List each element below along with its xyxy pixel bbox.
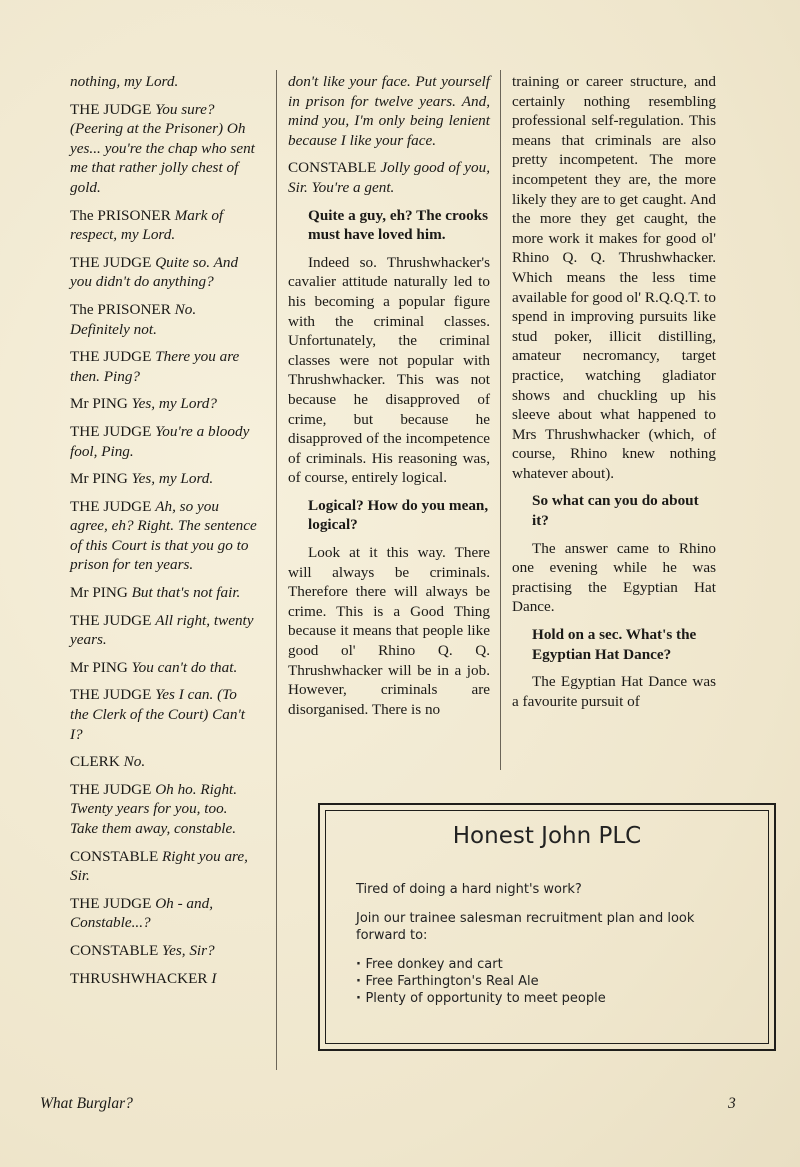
question-heading: Quite a guy, eh? The crooks must have loved him. [308,206,489,244]
question-heading: So what can you do about it? [532,492,699,530]
dialogue-line [70,780,258,839]
speaker: The PRISONER [70,206,171,224]
line-text: You're a bloody fool, Ping. [70,422,250,460]
dialogue-line [288,158,490,197]
paragraph: Look at it this way. There will always be criminals. Therefore there will always be crime. This is a Good Thing because it means that people like good ol' Rhino Q. Q. Thrushwhacker will be in a job. However, criminals are disorganised. There is no [288,544,490,718]
dialogue-line [70,894,258,933]
speaker: CONSTABLE [70,847,159,865]
dialogue-line [70,206,258,245]
line-text: All right, twenty years. [70,611,254,649]
advertisement-title: Honest John PLC [452,823,642,849]
advertisement-inner-border [325,810,769,1044]
dialogue-line [70,469,258,489]
line-text: There you are then. Ping? [70,348,240,385]
column-divider [500,70,501,770]
speaker: Mr PING [70,584,128,602]
line-text: But that's not fair. [131,584,241,602]
speaker: Mr PING [70,395,128,413]
speaker: CONSTABLE [70,941,159,959]
line-text: Oh - and, Constable...? [70,894,214,932]
line-text: Yes, my Lord? [131,395,217,413]
line-text: nothing, my Lord. [70,73,179,90]
advertisement-box [318,803,776,1051]
dialogue-column [70,72,258,996]
speaker: Mr PING [70,658,128,676]
question-heading: Hold on a sec. What's the Egyptian Hat Dance? [532,626,697,663]
dialogue-line [70,394,258,414]
speaker: THE JUDGE [70,497,152,515]
paragraph: The answer came to Rhino one evening while he was practising the Egyptian Hat Dance. [512,539,716,616]
line-text: Right you are, Sir. [70,847,248,885]
dialogue-continuation: don't like your face. Put yourself in prison for twelve years. And, mind you, I'm only being lenient because I like your face. [288,73,490,149]
line-text: No. [123,753,146,771]
line-text: Mark of respect, my Lord. [70,206,224,244]
paragraph: The Egyptian Hat Dance was a favourite pursuit of [512,673,716,710]
line-text: I [211,969,217,987]
dialogue-line [70,658,258,678]
dialogue-line [70,583,258,603]
dialogue-line [70,422,258,461]
speaker: THE JUDGE [70,780,152,798]
dialogue-line [70,253,258,292]
article-column-2 [288,72,490,727]
speaker: The PRISONER [70,300,171,318]
speaker: THE JUDGE [70,894,152,912]
column-divider [276,70,277,1070]
advertisement-list-item: · Free donkey and cart [356,956,736,973]
dialogue-line [70,611,258,650]
article-column-3 [512,72,716,719]
speaker: CLERK [70,753,120,771]
advertisement-body [356,881,736,1007]
line-text: Oh ho. Right. Twenty years for you, too. Take them away, constable. [70,780,238,837]
speaker: Mr PING [70,470,128,488]
line-text: Ah, so you agree, eh? Right. The sentence of this Court is that you go to prison for ten years. [70,497,257,574]
page-number: 3 [728,1095,736,1112]
advertisement-line: Tired of doing a hard night's work? [356,882,582,897]
speaker: CONSTABLE [288,159,377,177]
dialogue-line [70,847,258,886]
question-heading: Logical? How do you mean, logical? [308,496,489,534]
line-text: Jolly good of you, Sir. You're a gent. [288,159,491,196]
dialogue-line [70,100,258,198]
advertisement-list-item: · Free Farthington's Real Ale [356,973,736,990]
advertisement-list-item: · Plenty of opportunity to meet people [356,990,736,1007]
speaker: THE JUDGE [70,100,152,118]
speaker: THE JUDGE [70,686,152,704]
speaker: THE JUDGE [70,422,152,440]
advertisement-list [356,956,736,1007]
line-text: Quite so. And you didn't do anything? [70,253,239,291]
dialogue-line [70,347,258,386]
line-text: You can't do that. [131,658,238,676]
dialogue-line [70,685,258,744]
dialogue-line [70,72,258,92]
line-text: Yes, Sir? [162,941,215,959]
advertisement-line: Join our trainee salesman recruitment plan and look forward to: [356,911,695,943]
dialogue-line [70,941,258,961]
line-text: Yes I can. (To the Clerk of the Court) Can't I? [70,686,245,743]
paragraph: Indeed so. Thrushwhacker's cavalier attitude naturally led to his becoming a popular figure with the criminal classes. Unfortunately, the criminal classes were not popular with Thrushwhacker. This was not because he disapproved of crime, but because he disapproved of the incompetence of criminals. His reasoning was, of course, entirely logical. [288,253,490,487]
dialogue-line [70,969,258,989]
line-text: You sure? (Peering at the Prisoner) Oh yes... you're the chap who sent me that rather jolly chest of gold. [70,100,255,196]
speaker: THE JUDGE [70,253,152,271]
dialogue-line [70,752,258,772]
dialogue-line [70,497,258,575]
line-text: Yes, my Lord. [131,470,214,488]
publication-title: What Burglar? [40,1095,133,1112]
speaker: THRUSHWHACKER [70,969,208,987]
speaker: THE JUDGE [70,348,152,366]
line-text: No. Definitely not. [70,300,197,338]
speaker: THE JUDGE [70,611,152,629]
dialogue-line [70,300,258,339]
paragraph: training or career structure, and certainly nothing resembling professional self-regulation. This means that criminals are also pretty incompetent. The more incompetent they are, the more likely they are to get caught. And the more they get caught, the more work it makes for good ol' Rhino Q. Q. Thrushwhacker. Which means the less time available for good ol' R.Q.Q.T. to spend in improving pursuits like stud poker, illicit distilling, amateur necromancy, target practice, watching gladiator shows and chuckling up his sleeve about what happened to Mrs Thrushwhacker (which, of course, Rhino knew nothing whatever about). [512,73,716,482]
